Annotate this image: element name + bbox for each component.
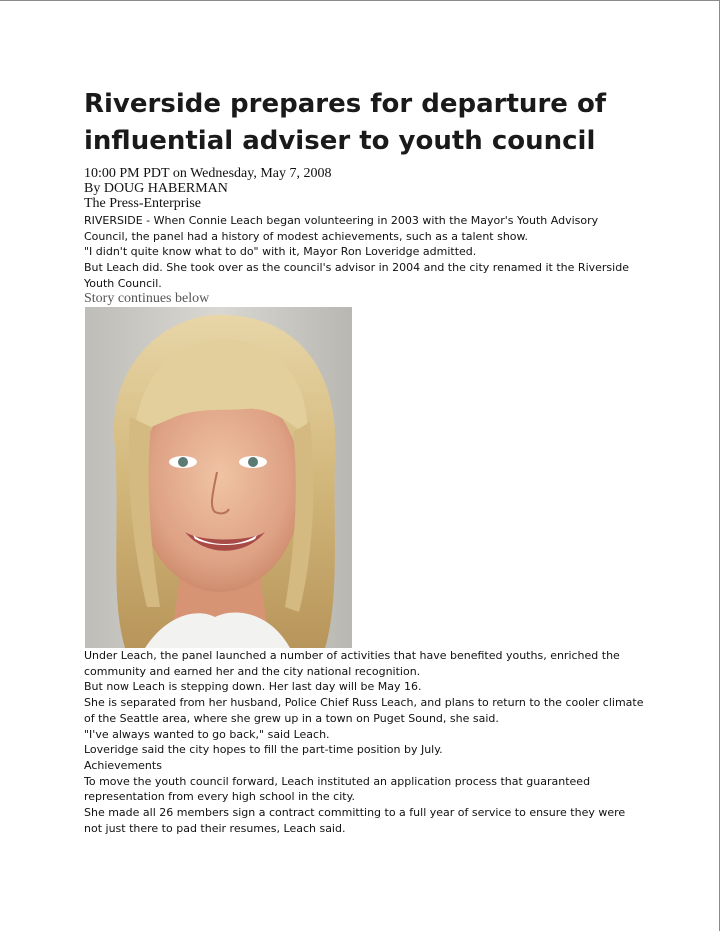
byline: By DOUG HABERMAN [84, 181, 228, 196]
paragraph: "I didn't quite know what to do" with it, Mayor Ron Loveridge admitted. [84, 245, 477, 259]
dateline: 10:00 PM PDT on Wednesday, May 7, 2008 [84, 166, 332, 181]
intro-text [84, 213, 644, 292]
paragraph: She made all 26 members sign a contract committing to a full year of service to ensure they were not just there to pad their resumes, Leach said. [84, 806, 626, 835]
paragraph: She is separated from her husband, Police Chief Russ Leach, and plans to return to the cooler climate of the Seattle area, where she grew up in a town on Puget Sound, she said. [84, 696, 644, 725]
article-headline: Riverside prepares for departure of influential adviser to youth council [84, 89, 607, 156]
portrait-photo [85, 307, 352, 648]
story-continues-label: Story continues below [84, 291, 210, 306]
paragraph: "I've always wanted to go back," said Leach. [84, 727, 330, 741]
paragraph: Under Leach, the panel launched a number of activities that have benefited youths, enriched the community and earned her and the city national recognition. [84, 649, 620, 678]
article-meta [84, 166, 644, 211]
paragraph: But now Leach is stepping down. Her last day will be May 16. [84, 680, 422, 694]
paragraph: To move the youth council forward, Leach instituted an application process that guaranteed representation from every high school in the city. [84, 774, 591, 804]
paragraph: RIVERSIDE - When Connie Leach began volunteering in 2003 with the Mayor's Youth Advisory Council, the panel had a history of modest achievements, such as a talent show. [84, 214, 599, 243]
publication-source: The Press-Enterprise [84, 196, 202, 211]
paragraph: But Leach did. She took over as the council's advisor in 2004 and the city renamed it the Riverside Youth Council. [84, 261, 629, 290]
section-heading-achievements: Achievements [84, 758, 162, 772]
paragraph: Loveridge said the city hopes to fill the part-time position by July. [84, 743, 443, 757]
article-body-text [84, 648, 644, 836]
